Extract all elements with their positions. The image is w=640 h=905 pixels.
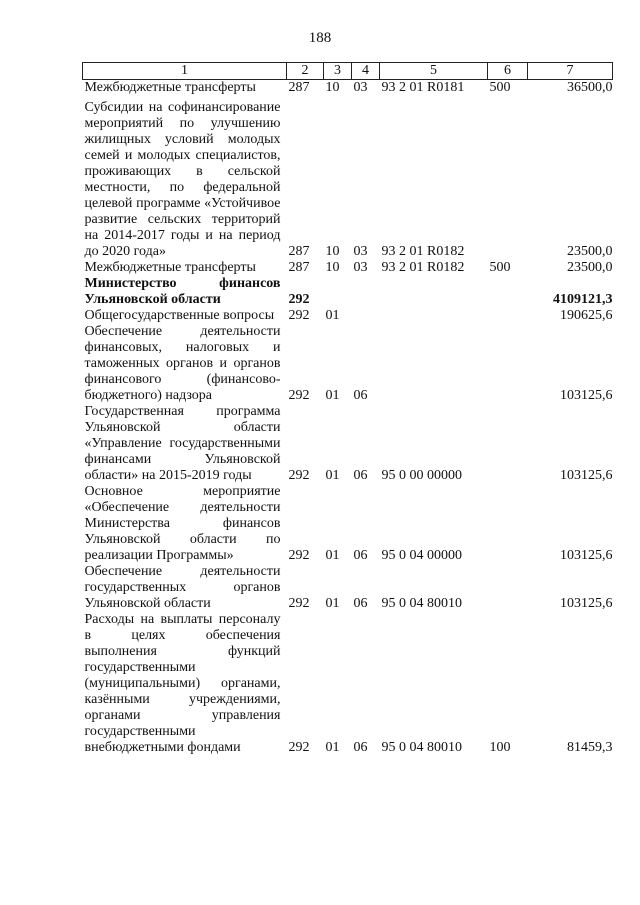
row-vr <box>488 324 528 404</box>
column-header-4: 4 <box>352 63 380 80</box>
row-ved: 292 <box>288 468 310 483</box>
row-vr: 500 <box>489 260 511 275</box>
row-ved: 292 <box>288 308 310 323</box>
row-rz: 01 <box>325 596 340 611</box>
row-vr <box>488 564 528 612</box>
table-header <box>83 63 613 80</box>
row-sum: 36500,0 <box>567 80 613 95</box>
column-header-1: 1 <box>83 63 287 80</box>
row-sum: 23500,0 <box>567 244 613 259</box>
row-ved: 287 <box>288 80 310 95</box>
row-rz: 01 <box>325 388 340 403</box>
row-rz: 10 <box>325 260 340 275</box>
header-row <box>83 63 613 80</box>
row-vr: 500 <box>489 80 511 95</box>
row-ved: 292 <box>288 292 310 307</box>
row-rz <box>324 276 352 308</box>
row-vr <box>488 308 528 324</box>
row-vr <box>488 96 528 260</box>
row-name: Общегосударственные вопросы <box>84 308 275 323</box>
row-csr: 93 2 01 R0181 <box>381 80 465 95</box>
row-name: Расходы на выплаты персоналу в целях обеспечения выполнения функций государственными (муниципальными) органами, казёнными учреждениями, органами управления государственными внебюджетными фондами <box>84 612 281 755</box>
row-rz: 01 <box>325 308 340 323</box>
table-row <box>83 612 613 756</box>
table-body <box>83 80 613 757</box>
row-sum: 4109121,3 <box>553 292 613 307</box>
row-pr: 06 <box>353 388 368 403</box>
row-rz: 01 <box>325 740 340 755</box>
table-row <box>83 484 613 564</box>
row-pr <box>352 276 380 308</box>
table-row <box>83 80 613 97</box>
row-sum: 190625,6 <box>560 308 613 323</box>
row-pr: 03 <box>353 244 368 259</box>
table-row <box>83 404 613 484</box>
row-pr: 03 <box>353 80 368 95</box>
row-vr: 100 <box>489 740 511 755</box>
row-name: Субсидии на софинансирование мероприятий по улучшению жилищных условий молодых семей и молодых специалистов, проживающих в сельской местности, по федеральной целевой программе «Устойчивое развитие сельских территорий на 2014-2017 годы и на период до 2020 года» <box>84 100 281 259</box>
table-row <box>83 308 613 324</box>
row-csr: 95 0 04 80010 <box>381 740 462 755</box>
row-pr: 06 <box>353 596 368 611</box>
table-row <box>83 260 613 276</box>
row-rz: 01 <box>325 548 340 563</box>
row-vr <box>488 404 528 484</box>
row-rz: 01 <box>325 468 340 483</box>
row-pr: 06 <box>353 740 368 755</box>
row-name: Межбюджетные трансферты <box>84 80 256 95</box>
row-csr <box>380 308 488 324</box>
table-row <box>83 276 613 308</box>
row-csr: 95 0 04 00000 <box>381 548 462 563</box>
row-vr <box>488 276 528 308</box>
row-sum: 103125,6 <box>560 596 613 611</box>
row-ved: 287 <box>288 244 310 259</box>
row-sum: 103125,6 <box>560 548 613 563</box>
row-name: Обеспечение деятельности финансовых, налоговых и таможенных органов и органов финансового (финансово-бюджетного) надзора <box>84 324 281 403</box>
row-ved: 292 <box>288 596 310 611</box>
column-header-5: 5 <box>380 63 488 80</box>
row-sum: 81459,3 <box>567 740 613 755</box>
row-name: Межбюджетные трансферты <box>84 260 256 275</box>
row-sum: 103125,6 <box>560 468 613 483</box>
row-rz: 10 <box>325 80 340 95</box>
row-ved: 287 <box>288 260 310 275</box>
row-ved: 292 <box>288 548 310 563</box>
row-csr: 95 0 00 00000 <box>381 468 462 483</box>
row-csr <box>380 276 488 308</box>
row-sum: 23500,0 <box>567 260 613 275</box>
table-row <box>83 324 613 404</box>
column-header-6: 6 <box>488 63 528 80</box>
row-csr: 95 0 04 80010 <box>381 596 462 611</box>
row-vr <box>488 484 528 564</box>
row-ved: 292 <box>288 388 310 403</box>
table-row <box>83 564 613 612</box>
row-name: Государственная программа Ульяновской области «Управление государственными финансами Ульяновской области» на 2015-2019 годы <box>84 404 281 483</box>
row-name: Обеспечение деятельности государственных органов Ульяновской области <box>84 564 281 611</box>
row-pr: 06 <box>353 468 368 483</box>
row-pr: 06 <box>353 548 368 563</box>
row-rz: 10 <box>325 244 340 259</box>
page-number: 188 <box>308 30 332 46</box>
row-csr: 93 2 01 R0182 <box>381 244 465 259</box>
budget-table <box>82 62 613 756</box>
row-name: Основное мероприятие «Обеспечение деятельности Министерства финансов Ульяновской области по реализации Программы» <box>84 484 281 563</box>
row-sum: 103125,6 <box>560 388 613 403</box>
row-pr: 03 <box>353 260 368 275</box>
row-csr <box>380 324 488 404</box>
row-name: Министерство финансов Ульяновской области <box>84 276 281 307</box>
table-row <box>83 96 613 260</box>
column-header-3: 3 <box>324 63 352 80</box>
row-csr: 93 2 01 R0182 <box>381 260 465 275</box>
column-header-7: 7 <box>528 63 613 80</box>
row-ved: 292 <box>288 740 310 755</box>
row-pr <box>352 308 380 324</box>
column-header-2: 2 <box>287 63 324 80</box>
